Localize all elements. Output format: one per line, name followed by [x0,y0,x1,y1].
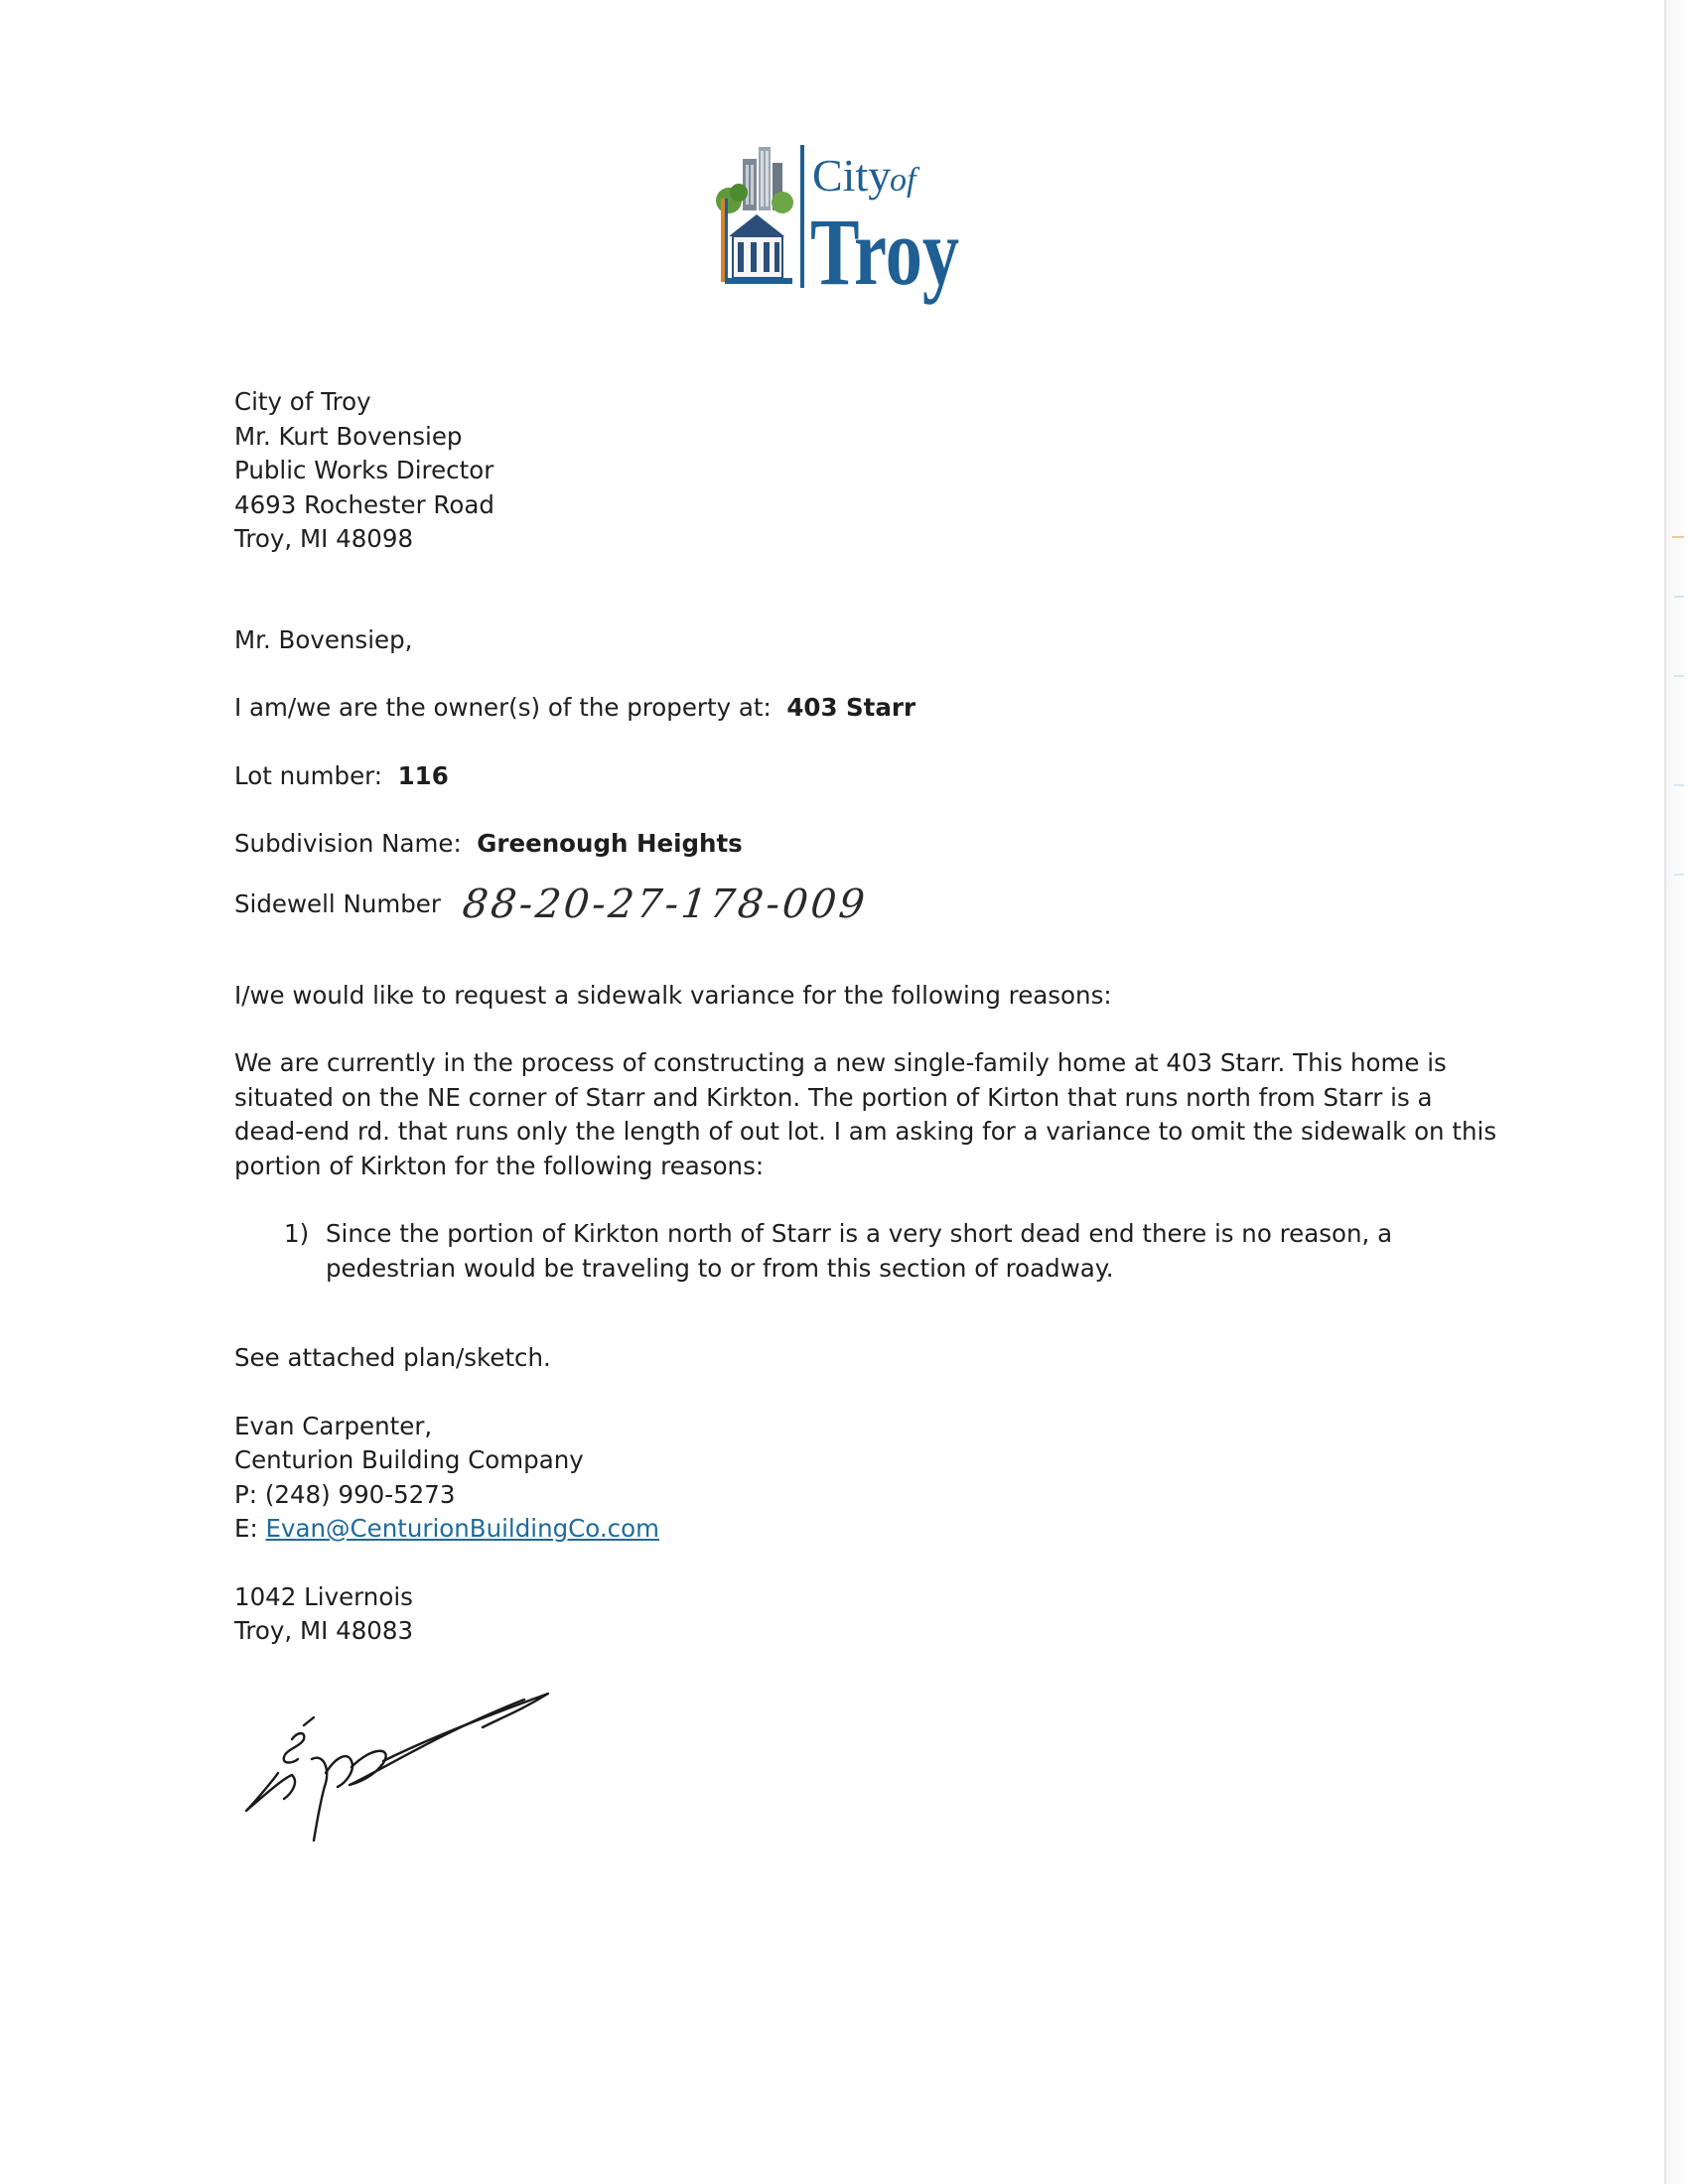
property-address-row [234,691,1466,726]
recipient-line: City of Troy [234,387,371,416]
logo-text-troy: Troy [810,199,959,305]
salutation: Mr. Bovensiep, [234,624,413,654]
recipient-line: Mr. Kurt Bovensiep [234,421,463,451]
property-address-value: 403 Starr [786,693,916,722]
edge-mark [1674,596,1684,598]
logo-text-of: of [890,162,916,199]
recipient-line: Troy, MI 48098 [234,524,414,553]
edge-mark [1674,874,1684,876]
body-line: dead-end rd. that runs only the length of out lot. I am asking for a variance to omit the sidewalk on this [234,1117,1497,1146]
reason-list-item [284,1217,1466,1286]
property-address-label: I am/we are the owner(s) of the property at: [234,693,772,722]
recipient-line: 4693 Rochester Road [234,489,494,519]
logo-text-city: City [812,150,892,201]
sidewell-row [234,882,1466,928]
edge-mark [1674,784,1684,786]
lot-number-row [234,759,1466,794]
request-intro: I/we would like to request a sidewalk variance for the following reasons: [234,980,1112,1010]
sender-address-line: 1042 Livernois [234,1581,413,1611]
reason-number: 1) [284,1219,310,1248]
sender-email-link[interactable]: Evan@CenturionBuildingCo.com [265,1514,659,1543]
sidewell-label: Sidewell Number [234,889,441,919]
sidewell-handwritten-value: 88-20-27-178-009 [460,882,870,928]
reason-line: Since the portion of Kirkton north of Starr is a very short dead end there is no reason, a [326,1219,1393,1248]
letter-body [234,385,1497,1649]
edge-mark [1672,536,1684,538]
edge-mark [1674,675,1684,677]
city-of-troy-logo [713,139,971,318]
sender-email-row [234,1512,1466,1547]
scan-page-edge [1664,0,1688,2184]
body-paragraph [234,1046,1497,1183]
handwritten-signature [234,1688,562,1856]
attachment-note: See attached plan/sketch. [234,1343,551,1372]
subdivision-row [234,827,1466,862]
subdivision-label: Subdivision Name: [234,829,462,858]
body-line: portion of Kirkton for the following reasons: [234,1151,765,1180]
recipient-address [234,385,1466,557]
body-line: situated on the NE corner of Starr and Kirkton. The portion of Kirton that runs north from Starr is a [234,1082,1433,1112]
lot-number-label: Lot number: [234,760,383,790]
sender-address [234,1580,1466,1649]
body-line: We are currently in the process of constructing a new single-family home at 403 Starr. This home is [234,1048,1447,1077]
reason-text [326,1217,1466,1286]
recipient-line: Public Works Director [234,456,494,484]
reason-line: pedestrian would be traveling to or from this section of roadway. [326,1253,1114,1283]
sender-name: Evan Carpenter, [234,1411,433,1440]
sender-contact [234,1410,1466,1547]
sender-company: Centurion Building Company [234,1445,584,1474]
sender-address-line: Troy, MI 48083 [234,1616,414,1645]
sender-email-prefix: E: [234,1514,258,1543]
sender-phone: P: (248) 990-5273 [234,1479,456,1509]
lot-number-value: 116 [397,760,449,790]
subdivision-value: Greenough Heights [477,829,743,858]
